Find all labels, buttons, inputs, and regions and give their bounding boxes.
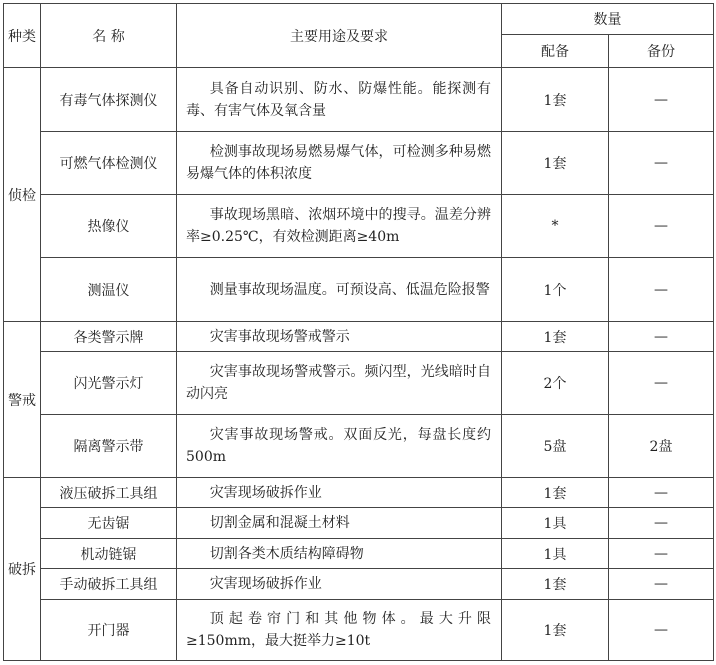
category-cell: 警戒 xyxy=(4,322,41,478)
item-backup: — xyxy=(609,195,714,258)
table-row xyxy=(4,352,714,415)
item-usage: 灾害现场破拆作业 xyxy=(177,478,502,508)
item-usage: 检测事故现场易燃易爆气体，可检测多种易燃易爆气体的体积浓度 xyxy=(177,132,502,195)
item-name: 可燃气体检测仪 xyxy=(41,132,177,195)
item-name: 手动破拆工具组 xyxy=(41,569,177,600)
table-row xyxy=(4,478,714,508)
item-name: 各类警示牌 xyxy=(41,322,177,352)
item-usage: 测量事故现场温度。可预设高、低温危险报警 xyxy=(177,258,502,322)
item-config: 1套 xyxy=(502,68,609,132)
table-row xyxy=(4,539,714,569)
item-backup: — xyxy=(609,478,714,508)
item-usage: 切割各类木质结构障碍物 xyxy=(177,539,502,569)
item-usage: 事故现场黑暗、浓烟环境中的搜寻。温差分辨率≥0.25℃，有效检测距离≥40m xyxy=(177,195,502,258)
header-usage: 主要用途及要求 xyxy=(177,4,502,68)
item-name: 隔离警示带 xyxy=(41,415,177,478)
table-row xyxy=(4,68,714,132)
item-usage: 切割金属和混凝土材料 xyxy=(177,508,502,539)
item-config: 2个 xyxy=(502,352,609,415)
header-name: 名 称 xyxy=(41,4,177,68)
item-config: 1具 xyxy=(502,539,609,569)
item-backup: — xyxy=(609,132,714,195)
table-row xyxy=(4,569,714,600)
item-name: 机动链锯 xyxy=(41,539,177,569)
item-name: 热像仪 xyxy=(41,195,177,258)
item-usage: 灾害事故现场警戒警示。频闪型，光线暗时自动闪亮 xyxy=(177,352,502,415)
table-row xyxy=(4,600,714,661)
item-name: 有毒气体探测仪 xyxy=(41,68,177,132)
item-backup: — xyxy=(609,322,714,352)
table-row xyxy=(4,508,714,539)
table-row xyxy=(4,415,714,478)
item-config: 1个 xyxy=(502,258,609,322)
item-name: 无齿锯 xyxy=(41,508,177,539)
item-usage: 灾害事故现场警戒警示 xyxy=(177,322,502,352)
item-backup: — xyxy=(609,258,714,322)
item-backup: — xyxy=(609,508,714,539)
item-config: 1具 xyxy=(502,508,609,539)
item-config: 1套 xyxy=(502,569,609,600)
item-usage: 顶起卷帘门和其他物体。最大升限≥150mm，最大挺举力≥10t xyxy=(177,600,502,661)
header-backup: 备份 xyxy=(609,35,714,68)
header-type: 种类 xyxy=(4,4,41,68)
item-name: 液压破拆工具组 xyxy=(41,478,177,508)
table-row xyxy=(4,322,714,352)
category-cell: 侦检 xyxy=(4,68,41,322)
category-cell: 破拆 xyxy=(4,478,41,661)
table-row xyxy=(4,195,714,258)
item-backup: — xyxy=(609,539,714,569)
item-usage: 灾害事故现场警戒。双面反光，每盘长度约500m xyxy=(177,415,502,478)
header-quantity: 数量 xyxy=(502,4,714,35)
item-backup: 2盘 xyxy=(609,415,714,478)
item-config: * xyxy=(502,195,609,258)
equipment-table xyxy=(3,3,714,661)
item-usage: 灾害现场破拆作业 xyxy=(177,569,502,600)
item-name: 开门器 xyxy=(41,600,177,661)
item-config: 1套 xyxy=(502,132,609,195)
item-config: 5盘 xyxy=(502,415,609,478)
table-row xyxy=(4,132,714,195)
item-config: 1套 xyxy=(502,478,609,508)
item-usage: 具备自动识别、防水、防爆性能。能探测有毒、有害气体及氧含量 xyxy=(177,68,502,132)
item-backup: — xyxy=(609,569,714,600)
item-config: 1套 xyxy=(502,322,609,352)
item-name: 测温仪 xyxy=(41,258,177,322)
table-row xyxy=(4,258,714,322)
header-config: 配备 xyxy=(502,35,609,68)
item-name: 闪光警示灯 xyxy=(41,352,177,415)
item-backup: — xyxy=(609,352,714,415)
item-backup: — xyxy=(609,68,714,132)
item-config: 1套 xyxy=(502,600,609,661)
item-backup: — xyxy=(609,600,714,661)
